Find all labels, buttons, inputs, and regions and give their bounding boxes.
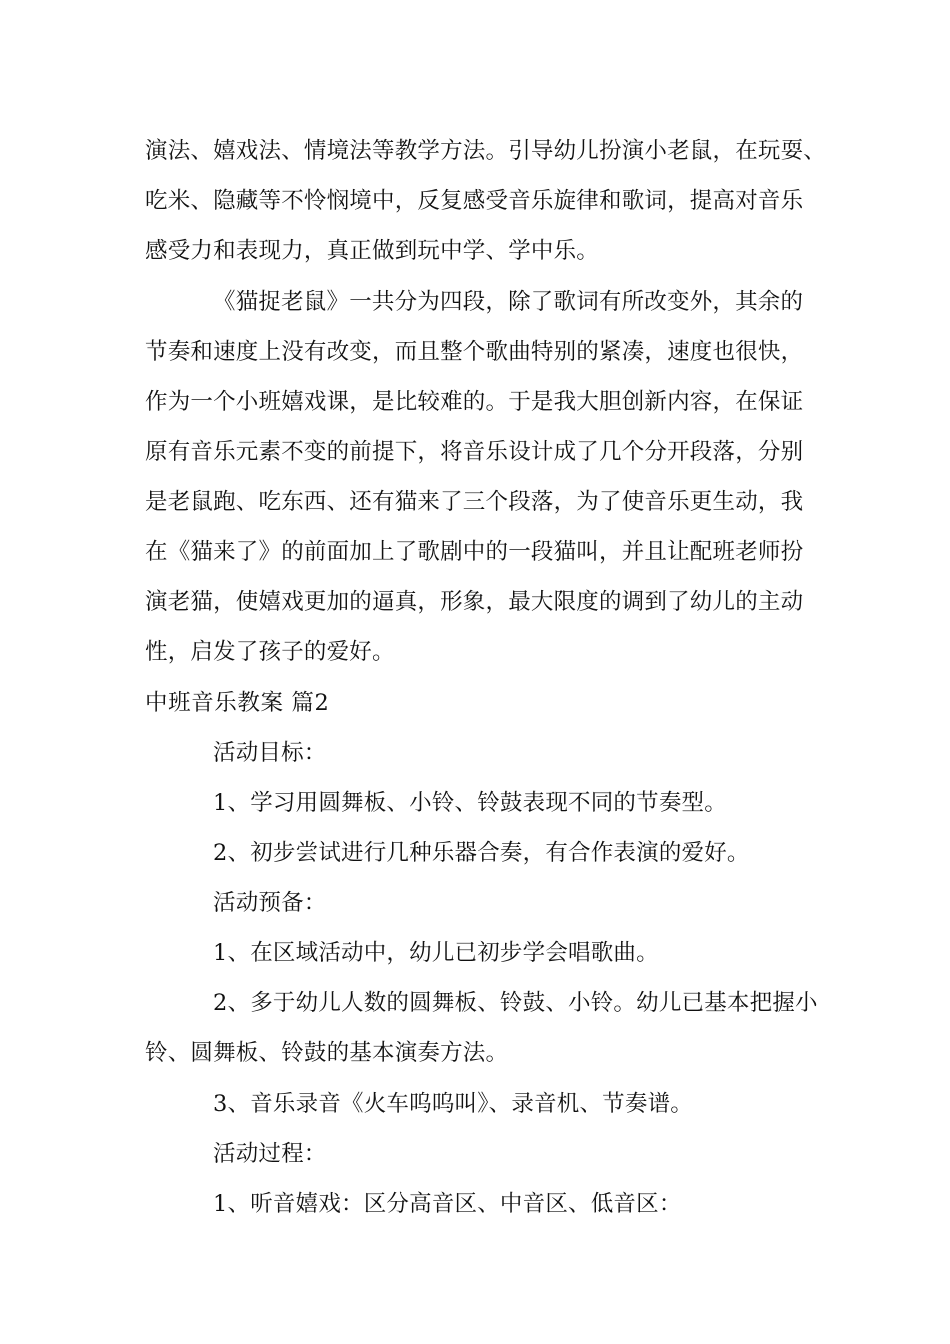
paragraph-line: 演法、嬉戏法、情境法等教学方法。引导幼儿扮演小老鼠，在玩耍、 <box>145 138 827 164</box>
prep-item-continued: 铃、圆舞板、铃鼓的基本演奏方法。 <box>145 1040 509 1066</box>
goal-item: 1、学习用圆舞板、小铃、铃鼓表现不同的节奏型。 <box>213 790 727 816</box>
paragraph-line: 节奏和速度上没有改变，而且整个歌曲特别的紧凑，速度也很快， <box>145 339 804 365</box>
section-heading: 中班音乐教案 篇2 <box>145 690 330 716</box>
paragraph-line: 在《猫来了》的前面加上了歌剧中的一段猫叫，并且让配班老师扮 <box>145 539 804 565</box>
prep-label: 活动预备： <box>213 890 327 916</box>
prep-item: 2、多于幼儿人数的圆舞板、铃鼓、小铃。幼儿已基本把握小 <box>213 990 818 1016</box>
paragraph-line: 感受力和表现力，真正做到玩中学、学中乐。 <box>145 238 600 264</box>
process-item: 1、听音嬉戏：区分高音区、中音区、低音区： <box>213 1191 682 1217</box>
process-label: 活动过程： <box>213 1141 327 1167</box>
paragraph-line: 性，启发了孩子的爱好。 <box>145 639 395 665</box>
goal-item: 2、初步尝试进行几种乐器合奏，有合作表演的爱好。 <box>213 840 750 866</box>
paragraph-line: 演老猫，使嬉戏更加的逼真，形象，最大限度的调到了幼儿的主动 <box>145 589 804 615</box>
paragraph-line: 吃米、隐藏等不怜悯境中，反复感受音乐旋律和歌词，提高对音乐 <box>145 188 804 214</box>
goals-label: 活动目标： <box>213 740 327 766</box>
prep-item: 1、在区域活动中，幼儿已初步学会唱歌曲。 <box>213 940 659 966</box>
paragraph-line: 是老鼠跑、吃东西、还有猫来了三个段落，为了使音乐更生动，我 <box>145 489 804 515</box>
paragraph-line: 《猫捉老鼠》一共分为四段，除了歌词有所改变外，其余的 <box>213 289 804 315</box>
paragraph-line: 原有音乐元素不变的前提下，将音乐设计成了几个分开段落，分别 <box>145 439 804 465</box>
paragraph-line: 作为一个小班嬉戏课，是比较难的。于是我大胆创新内容，在保证 <box>145 389 804 415</box>
prep-item: 3、音乐录音《火车呜呜叫》、录音机、节奏谱。 <box>213 1091 693 1117</box>
